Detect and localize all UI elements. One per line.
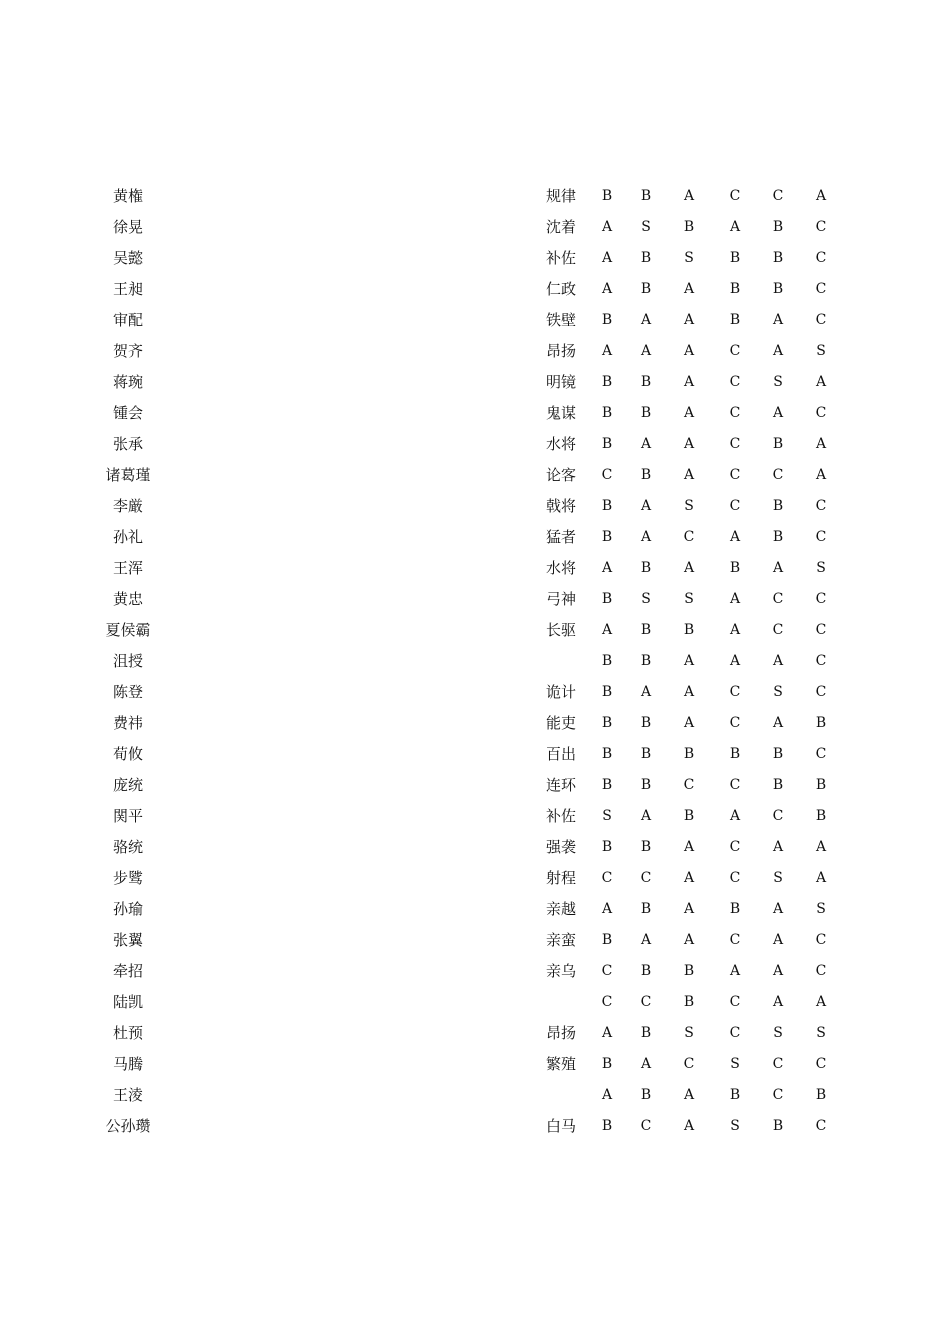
grade-cell: C xyxy=(640,1118,652,1134)
grade-cell: C xyxy=(683,529,695,545)
grade-cell: A xyxy=(601,1025,613,1041)
officer-skill: 鬼谋 xyxy=(545,404,576,422)
table-row xyxy=(0,646,950,677)
grade-cell: C xyxy=(729,498,741,514)
grade-cell: B xyxy=(601,436,613,452)
grade-cell: A xyxy=(815,839,827,855)
grade-cell: B xyxy=(729,250,741,266)
grade-cell: B xyxy=(729,1087,741,1103)
officer-name: 陆凯 xyxy=(112,993,143,1011)
officer-skill xyxy=(536,1080,586,1111)
grade-cell: A xyxy=(683,343,695,359)
grade-cell: C xyxy=(815,963,827,979)
grade-cell: A xyxy=(772,715,784,731)
grade-cell: S xyxy=(773,1025,783,1041)
officer-name: 蒋琬 xyxy=(112,373,143,391)
grade-cell: A xyxy=(601,901,613,917)
grade-cell: A xyxy=(683,653,695,669)
grade-cell: B xyxy=(772,219,784,235)
grade-cell: C xyxy=(815,498,827,514)
grade-cell: C xyxy=(683,777,695,793)
officer-name: 陈登 xyxy=(112,683,143,701)
grade-cell: C xyxy=(729,715,741,731)
grade-cell: A xyxy=(729,529,741,545)
grade-cell: A xyxy=(683,467,695,483)
grade-cell: B xyxy=(683,622,695,638)
grade-cell: C xyxy=(729,343,741,359)
officer-skill: 百出 xyxy=(545,745,576,763)
grade-cell: A xyxy=(601,622,613,638)
officer-name: 孙瑜 xyxy=(112,900,143,918)
officer-skill: 沈着 xyxy=(545,218,576,236)
officer-skill: 长驱 xyxy=(545,621,576,639)
table-row xyxy=(0,243,950,274)
grade-cell: A xyxy=(683,436,695,452)
officer-skill: 诡计 xyxy=(545,683,576,701)
grade-cell: C xyxy=(729,777,741,793)
officer-skill: 连环 xyxy=(545,776,576,794)
grade-cell: A xyxy=(729,591,741,607)
grade-cell: B xyxy=(601,777,613,793)
officer-skill: 明镜 xyxy=(545,373,576,391)
grade-cell: B xyxy=(683,808,695,824)
grade-cell: A xyxy=(772,560,784,576)
grade-cell: B xyxy=(729,560,741,576)
grade-cell: C xyxy=(815,312,827,328)
officer-skill: 繁殖 xyxy=(545,1055,576,1073)
grade-cell: S xyxy=(773,374,783,390)
grade-cell: A xyxy=(601,219,613,235)
officer-skill: 仁政 xyxy=(545,280,576,298)
grade-cell: S xyxy=(816,1025,826,1041)
table-row xyxy=(0,863,950,894)
table-row xyxy=(0,739,950,770)
grade-cell: C xyxy=(729,1025,741,1041)
grade-cell: C xyxy=(815,529,827,545)
officer-skill: 水将 xyxy=(545,435,576,453)
officer-name: 张承 xyxy=(112,435,143,453)
table-row xyxy=(0,1080,950,1111)
grade-cell: B xyxy=(601,653,613,669)
grade-cell: A xyxy=(772,653,784,669)
table-row xyxy=(0,429,950,460)
grade-cell: B xyxy=(772,746,784,762)
grade-cell: B xyxy=(815,715,827,731)
grade-cell: S xyxy=(730,1118,740,1134)
grade-cell: A xyxy=(683,560,695,576)
officer-name: 李厳 xyxy=(112,497,143,515)
officer-name: 步骘 xyxy=(112,869,143,887)
grade-cell: B xyxy=(601,1118,613,1134)
grade-cell: A xyxy=(683,932,695,948)
grade-cell: A xyxy=(640,1056,652,1072)
table-row xyxy=(0,553,950,584)
grade-cell: A xyxy=(815,436,827,452)
officer-skill: 水将 xyxy=(545,559,576,577)
table-row xyxy=(0,491,950,522)
table-row xyxy=(0,801,950,832)
officer-name: 马腾 xyxy=(112,1055,143,1073)
officer-name: 黄忠 xyxy=(112,590,143,608)
table-row xyxy=(0,274,950,305)
grade-cell: B xyxy=(640,715,652,731)
table-row xyxy=(0,770,950,801)
table-row xyxy=(0,677,950,708)
officer-skill xyxy=(536,987,586,1018)
officer-name: 贺齐 xyxy=(112,342,143,360)
grade-cell: A xyxy=(772,343,784,359)
table-row xyxy=(0,1018,950,1049)
grade-cell: C xyxy=(640,870,652,886)
grade-cell: C xyxy=(815,250,827,266)
officer-skill: 论客 xyxy=(545,466,576,484)
grade-cell: A xyxy=(601,250,613,266)
grade-cell: A xyxy=(772,312,784,328)
table-row xyxy=(0,956,950,987)
grade-cell: B xyxy=(815,777,827,793)
grade-cell: C xyxy=(815,591,827,607)
grade-cell: C xyxy=(772,188,784,204)
grade-cell: A xyxy=(815,374,827,390)
grade-cell: C xyxy=(772,808,784,824)
grade-cell: B xyxy=(601,405,613,421)
grade-cell: S xyxy=(641,219,651,235)
grade-cell: A xyxy=(815,994,827,1010)
grade-cell: C xyxy=(729,684,741,700)
grade-cell: C xyxy=(815,653,827,669)
grade-cell: B xyxy=(640,467,652,483)
officer-skill: 昂扬 xyxy=(545,1024,576,1042)
grade-cell: B xyxy=(640,653,652,669)
officer-name: 锺会 xyxy=(112,404,143,422)
grade-cell: B xyxy=(601,312,613,328)
grade-cell: B xyxy=(729,746,741,762)
grade-cell: B xyxy=(772,498,784,514)
grade-cell: B xyxy=(772,250,784,266)
officer-skill: 弓神 xyxy=(545,590,576,608)
officer-skill: 猛者 xyxy=(545,528,576,546)
grade-cell: S xyxy=(773,870,783,886)
officer-name: 荀攸 xyxy=(112,745,143,763)
grade-cell: A xyxy=(772,839,784,855)
officer-skill: 亲乌 xyxy=(545,962,576,980)
grade-cell: C xyxy=(815,219,827,235)
grade-cell: C xyxy=(729,374,741,390)
officer-name: 王浑 xyxy=(112,559,143,577)
grade-cell: B xyxy=(815,808,827,824)
grade-cell: B xyxy=(640,374,652,390)
grade-cell: B xyxy=(601,684,613,700)
grade-cell: A xyxy=(640,312,652,328)
grade-cell: A xyxy=(772,963,784,979)
table-row xyxy=(0,615,950,646)
officer-name: 张翼 xyxy=(112,931,143,949)
grade-cell: A xyxy=(683,374,695,390)
table-row xyxy=(0,460,950,491)
grade-cell: A xyxy=(640,436,652,452)
grade-cell: C xyxy=(815,622,827,638)
grade-cell: C xyxy=(683,1056,695,1072)
officer-skill: 亲越 xyxy=(545,900,576,918)
grade-cell: B xyxy=(640,188,652,204)
table-row xyxy=(0,708,950,739)
grade-cell: A xyxy=(601,281,613,297)
grade-cell: A xyxy=(683,188,695,204)
grade-cell: B xyxy=(640,622,652,638)
grade-cell: B xyxy=(640,777,652,793)
officer-skill: 强袭 xyxy=(545,838,576,856)
grade-cell: B xyxy=(640,281,652,297)
grade-cell: C xyxy=(772,591,784,607)
grade-cell: A xyxy=(640,808,652,824)
officer-name: 公孙瓒 xyxy=(105,1117,151,1135)
officer-skill: 射程 xyxy=(545,869,576,887)
grade-cell: S xyxy=(816,343,826,359)
table-row xyxy=(0,336,950,367)
table-row xyxy=(0,181,950,212)
grade-cell: C xyxy=(640,994,652,1010)
table-row xyxy=(0,987,950,1018)
grade-cell: B xyxy=(601,188,613,204)
grade-cell: B xyxy=(601,591,613,607)
grade-cell: A xyxy=(640,932,652,948)
grade-cell: C xyxy=(815,281,827,297)
grade-cell: A xyxy=(683,405,695,421)
officer-skill: 补佐 xyxy=(545,807,576,825)
grade-cell: B xyxy=(683,963,695,979)
grade-cell: C xyxy=(729,932,741,948)
grade-cell: B xyxy=(772,281,784,297)
grade-cell: A xyxy=(729,622,741,638)
grade-cell: C xyxy=(601,963,613,979)
officer-name: 杜预 xyxy=(112,1024,143,1042)
grade-cell: A xyxy=(640,343,652,359)
grade-cell: S xyxy=(816,560,826,576)
officer-skill: 白马 xyxy=(545,1117,576,1135)
officer-skill: 昂扬 xyxy=(545,342,576,360)
grade-cell: A xyxy=(683,281,695,297)
grade-cell: B xyxy=(601,715,613,731)
grade-cell: C xyxy=(729,870,741,886)
grade-cell: A xyxy=(772,901,784,917)
grade-cell: B xyxy=(601,1056,613,1072)
table-row xyxy=(0,522,950,553)
officer-name: 吴懿 xyxy=(112,249,143,267)
grade-cell: C xyxy=(772,467,784,483)
grade-cell: A xyxy=(815,870,827,886)
grade-cell: B xyxy=(601,932,613,948)
officer-name: 王淩 xyxy=(112,1086,143,1104)
grade-cell: C xyxy=(729,994,741,1010)
officer-skill: 戟将 xyxy=(545,497,576,515)
officer-name: 徐晃 xyxy=(112,218,143,236)
grade-cell: B xyxy=(601,529,613,545)
grade-cell: C xyxy=(815,932,827,948)
grade-cell: A xyxy=(683,839,695,855)
table-row xyxy=(0,1111,950,1142)
officer-skill: 能吏 xyxy=(545,714,576,732)
grade-cell: B xyxy=(729,901,741,917)
grade-cell: A xyxy=(683,715,695,731)
grade-cell: C xyxy=(815,684,827,700)
grade-cell: B xyxy=(683,219,695,235)
grade-cell: B xyxy=(772,529,784,545)
grade-cell: B xyxy=(640,746,652,762)
grade-cell: C xyxy=(601,994,613,1010)
grade-cell: C xyxy=(815,405,827,421)
officer-skill xyxy=(536,646,586,677)
grade-cell: S xyxy=(684,498,694,514)
officer-name: 王昶 xyxy=(112,280,143,298)
grade-cell: B xyxy=(683,994,695,1010)
grade-cell: B xyxy=(601,498,613,514)
officer-skill: 亲蛮 xyxy=(545,931,576,949)
table-row xyxy=(0,925,950,956)
officer-name: 関平 xyxy=(112,807,143,825)
grade-cell: C xyxy=(729,188,741,204)
grade-cell: C xyxy=(772,622,784,638)
grade-cell: B xyxy=(729,281,741,297)
table-row xyxy=(0,1049,950,1080)
grade-cell: A xyxy=(729,963,741,979)
grade-cell: S xyxy=(684,250,694,266)
officer-skill: 规律 xyxy=(545,187,576,205)
table-row xyxy=(0,584,950,615)
officer-name: 夏侯霸 xyxy=(105,621,151,639)
grade-cell: C xyxy=(772,1087,784,1103)
grade-cell: B xyxy=(640,560,652,576)
officer-name: 费祎 xyxy=(112,714,143,732)
table-row xyxy=(0,212,950,243)
grade-cell: B xyxy=(601,839,613,855)
grade-cell: B xyxy=(640,1087,652,1103)
officer-skill: 铁壁 xyxy=(545,311,576,329)
grade-cell: A xyxy=(601,560,613,576)
grade-cell: A xyxy=(772,932,784,948)
table-row xyxy=(0,367,950,398)
officer-name: 沮授 xyxy=(112,652,143,670)
grade-cell: C xyxy=(729,405,741,421)
grade-cell: A xyxy=(729,808,741,824)
grade-cell: A xyxy=(815,188,827,204)
grade-cell: A xyxy=(640,684,652,700)
grade-cell: S xyxy=(684,1025,694,1041)
grade-cell: A xyxy=(683,1118,695,1134)
grade-cell: A xyxy=(729,219,741,235)
grade-cell: B xyxy=(640,839,652,855)
grade-cell: A xyxy=(683,312,695,328)
grade-cell: B xyxy=(772,777,784,793)
officer-name: 黄権 xyxy=(112,187,143,205)
grade-cell: B xyxy=(640,963,652,979)
grade-cell: C xyxy=(815,1118,827,1134)
grade-cell: B xyxy=(640,1025,652,1041)
grade-cell: A xyxy=(640,529,652,545)
grade-cell: C xyxy=(772,1056,784,1072)
grade-cell: S xyxy=(730,1056,740,1072)
table-row xyxy=(0,305,950,336)
grade-cell: C xyxy=(729,467,741,483)
grade-cell: B xyxy=(601,746,613,762)
grade-cell: A xyxy=(683,901,695,917)
grade-cell: A xyxy=(683,1087,695,1103)
grade-cell: S xyxy=(773,684,783,700)
officer-skill: 补佐 xyxy=(545,249,576,267)
grade-cell: B xyxy=(683,746,695,762)
officer-name: 庞统 xyxy=(112,776,143,794)
table-row xyxy=(0,398,950,429)
grade-cell: A xyxy=(772,994,784,1010)
grade-cell: C xyxy=(729,839,741,855)
grade-cell: B xyxy=(772,1118,784,1134)
officer-name: 诸葛瑾 xyxy=(105,466,151,484)
grade-cell: A xyxy=(640,498,652,514)
grade-cell: C xyxy=(815,746,827,762)
officer-name: 孙礼 xyxy=(112,528,143,546)
table-row xyxy=(0,832,950,863)
officer-name: 审配 xyxy=(112,311,143,329)
officer-table xyxy=(0,181,950,1142)
grade-cell: S xyxy=(684,591,694,607)
officer-name: 骆统 xyxy=(112,838,143,856)
grade-cell: B xyxy=(640,250,652,266)
grade-cell: C xyxy=(729,436,741,452)
grade-cell: B xyxy=(729,312,741,328)
grade-cell: C xyxy=(601,870,613,886)
grade-cell: B xyxy=(772,436,784,452)
grade-cell: A xyxy=(601,343,613,359)
grade-cell: B xyxy=(640,901,652,917)
grade-cell: C xyxy=(601,467,613,483)
grade-cell: S xyxy=(602,808,612,824)
grade-cell: A xyxy=(815,467,827,483)
grade-cell: C xyxy=(815,1056,827,1072)
grade-cell: A xyxy=(601,1087,613,1103)
grade-cell: A xyxy=(772,405,784,421)
grade-cell: A xyxy=(683,684,695,700)
grade-cell: S xyxy=(816,901,826,917)
table-row xyxy=(0,894,950,925)
grade-cell: S xyxy=(641,591,651,607)
officer-name: 牵招 xyxy=(112,962,143,980)
grade-cell: B xyxy=(601,374,613,390)
grade-cell: A xyxy=(683,870,695,886)
grade-cell: B xyxy=(815,1087,827,1103)
grade-cell: A xyxy=(729,653,741,669)
grade-cell: B xyxy=(640,405,652,421)
